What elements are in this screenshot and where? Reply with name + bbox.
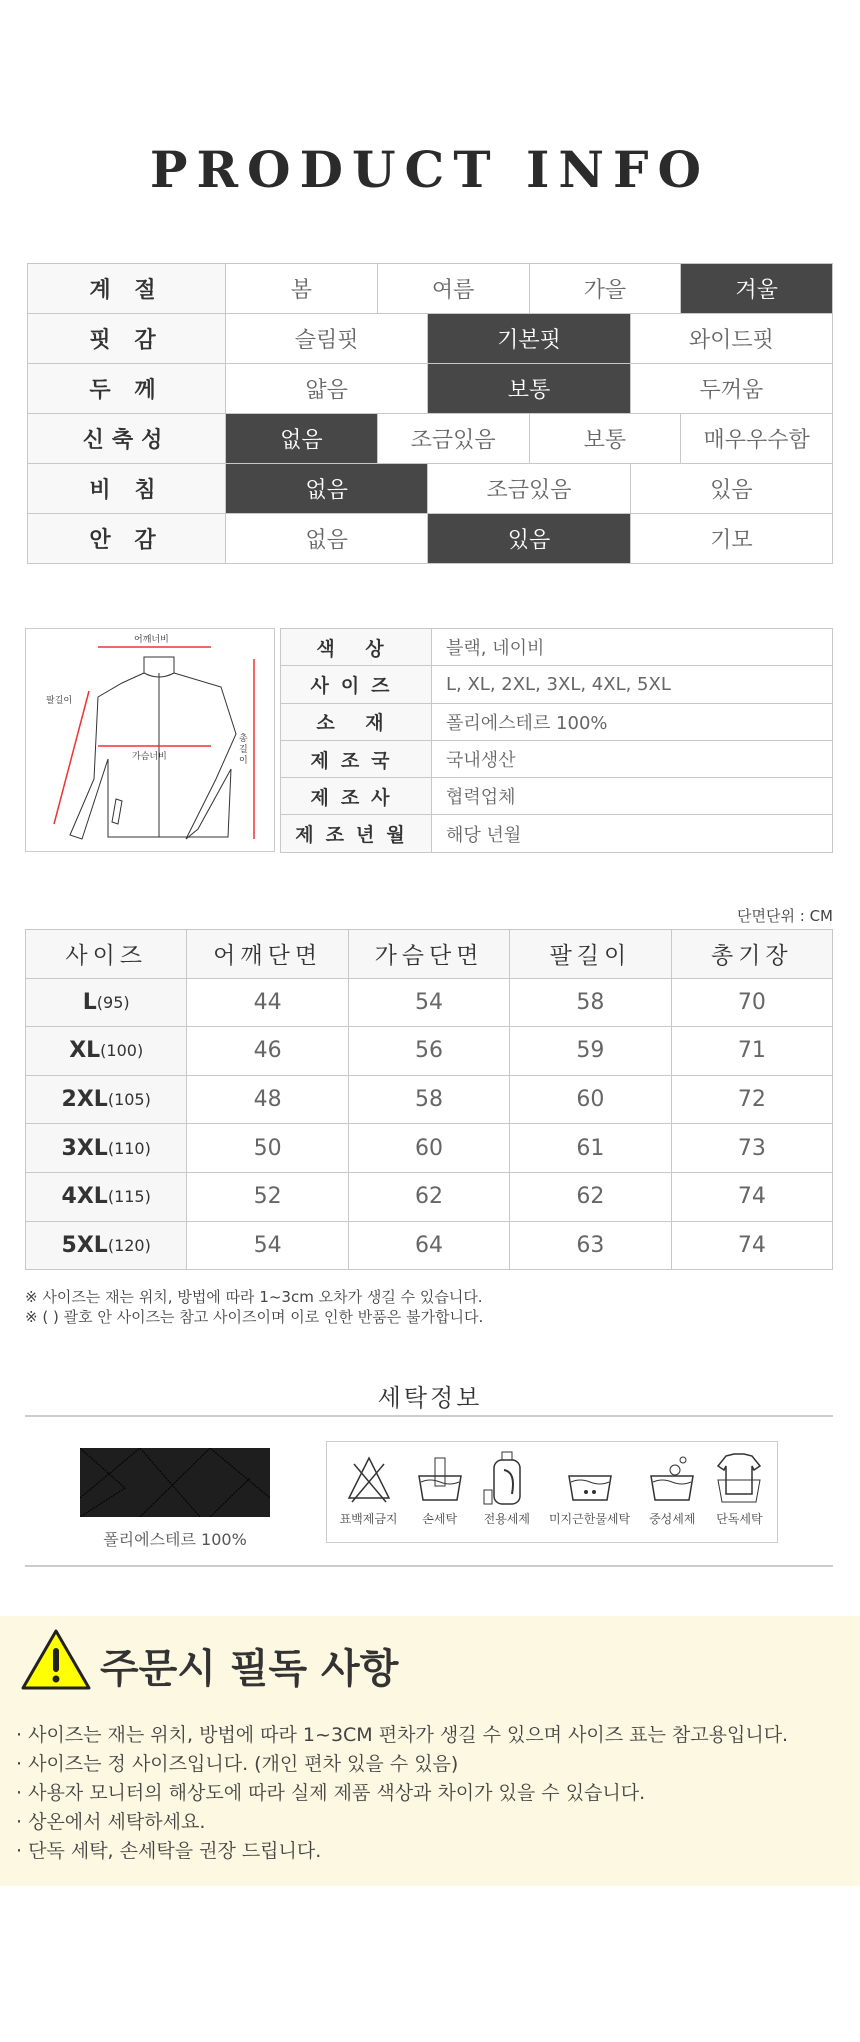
notice-title: 주문시 필독 사항 — [100, 1646, 399, 1692]
size-number: (100) — [100, 1041, 144, 1061]
attribute-option: 슬림핏 — [226, 314, 428, 364]
care-item — [482, 1450, 532, 1542]
size-header: 어깨단면 — [187, 930, 348, 979]
hand-wash-icon — [415, 1450, 465, 1506]
size-name — [26, 1076, 187, 1125]
care-label: 중성세제 — [649, 1512, 696, 1526]
attribute-option: 와이드핏 — [631, 314, 833, 364]
size-value: 59 — [510, 1027, 671, 1076]
attribute-label: 신축성 — [28, 414, 226, 464]
care-label: 미지근한물세탁 — [548, 1512, 631, 1526]
care-item — [415, 1450, 465, 1542]
attribute-row — [28, 264, 833, 314]
attribute-option: 조금있음 — [428, 464, 630, 514]
size-row — [26, 1124, 833, 1173]
attribute-option: 매우우수함 — [681, 414, 833, 464]
spec-value: 폴리에스테르 100% — [432, 704, 833, 741]
attribute-option: 없음 — [226, 514, 428, 564]
notice-text: 사이즈는 정 사이즈입니다. (개인 편차 있을 수 있음) — [28, 1753, 459, 1775]
care-label: 전용세제 — [483, 1512, 530, 1526]
care-item — [549, 1450, 630, 1542]
size-number: (95) — [96, 992, 130, 1012]
spec-value: 국내생산 — [432, 741, 833, 778]
spec-label: 사이즈 — [281, 666, 432, 703]
spec-label: 제조사 — [281, 778, 432, 815]
attribute-row — [28, 364, 833, 414]
attribute-label: 핏 감 — [28, 314, 226, 364]
size-row — [26, 1173, 833, 1222]
no-bleach-icon — [344, 1450, 394, 1506]
attribute-option: 얇음 — [226, 364, 428, 414]
diagram-label-shoulder: 어깨너비 — [134, 635, 169, 645]
bullet-dot: · — [16, 1724, 29, 1746]
size-value: 62 — [349, 1173, 510, 1222]
size-header: 사이즈 — [26, 930, 187, 979]
attribute-option: 보통 — [530, 414, 682, 464]
size-label: 3XL — [61, 1135, 108, 1161]
warning-icon — [20, 1628, 92, 1692]
spec-row — [281, 704, 833, 741]
size-value: 58 — [349, 1076, 510, 1125]
spec-table — [280, 628, 833, 853]
attribute-option-selected: 겨울 — [681, 264, 833, 314]
attribute-option: 기모 — [631, 514, 833, 564]
attribute-option: 있음 — [631, 464, 833, 514]
attribute-row — [28, 314, 833, 364]
size-name — [26, 979, 187, 1028]
size-value: 62 — [510, 1173, 671, 1222]
size-value: 72 — [672, 1076, 833, 1125]
care-icons — [326, 1441, 778, 1543]
notice-item — [16, 1720, 788, 1747]
size-name — [26, 1027, 187, 1076]
size-number: (115) — [107, 1187, 151, 1207]
size-header: 가슴단면 — [349, 930, 510, 979]
notice-item — [16, 1778, 645, 1805]
spec-label: 색 상 — [281, 629, 432, 666]
size-value: 58 — [510, 979, 671, 1028]
size-row — [26, 1027, 833, 1076]
spec-row — [281, 741, 833, 778]
lukewarm-wash-icon — [565, 1450, 615, 1506]
size-header-row — [26, 930, 833, 979]
attribute-option-selected: 없음 — [226, 414, 378, 464]
size-row — [26, 1076, 833, 1125]
spec-row — [281, 815, 833, 852]
size-value: 54 — [349, 979, 510, 1028]
size-value: 64 — [349, 1222, 510, 1271]
spec-value: 블랙, 네이비 — [432, 629, 833, 666]
attribute-option: 봄 — [226, 264, 378, 314]
size-number: (120) — [107, 1235, 151, 1255]
size-name — [26, 1222, 187, 1271]
size-label: 5XL — [61, 1232, 108, 1258]
spec-label: 제조국 — [281, 741, 432, 778]
bullet-dot: · — [16, 1840, 29, 1862]
size-label: XL — [69, 1038, 101, 1064]
attribute-row — [28, 514, 833, 564]
divider — [25, 1565, 833, 1567]
size-value: 52 — [187, 1173, 348, 1222]
size-value: 74 — [672, 1173, 833, 1222]
care-label: 손세탁 — [422, 1512, 458, 1526]
notice-item — [16, 1749, 458, 1776]
size-diagram — [25, 628, 275, 852]
attribute-option-selected: 없음 — [226, 464, 428, 514]
size-value: 54 — [187, 1222, 348, 1271]
diagram-label-length: 총길이 — [239, 734, 248, 766]
spec-row — [281, 666, 833, 703]
diagram-label-sleeve: 팔길이 — [46, 696, 73, 706]
spec-row — [281, 629, 833, 666]
size-note: ※ 사이즈는 재는 위치, 방법에 따라 1~3cm 오차가 생길 수 있습니다. — [25, 1288, 483, 1306]
notice-item — [16, 1807, 205, 1834]
attribute-option-selected: 있음 — [428, 514, 630, 564]
size-label: 2XL — [61, 1087, 108, 1113]
size-value: 74 — [672, 1222, 833, 1271]
care-label: 표백제금지 — [339, 1512, 398, 1526]
attribute-row — [28, 464, 833, 514]
care-item — [647, 1450, 697, 1542]
size-value: 56 — [349, 1027, 510, 1076]
notice-text: 단독 세탁, 손세탁을 권장 드립니다. — [28, 1840, 322, 1862]
bullet-dot: · — [16, 1782, 29, 1804]
size-value: 73 — [672, 1124, 833, 1173]
size-value: 71 — [672, 1027, 833, 1076]
attribute-label: 계 절 — [28, 264, 226, 314]
care-item — [340, 1450, 398, 1542]
size-value: 70 — [672, 979, 833, 1028]
size-value: 60 — [349, 1124, 510, 1173]
attribute-option-selected: 보통 — [428, 364, 630, 414]
bullet-dot: · — [16, 1753, 29, 1775]
neutral-detergent-icon — [647, 1450, 697, 1506]
page-title: PRODUCT INFO — [149, 140, 711, 199]
size-value: 60 — [510, 1076, 671, 1125]
size-label: 4XL — [61, 1184, 108, 1210]
size-name — [26, 1173, 187, 1222]
size-number: (110) — [107, 1138, 151, 1158]
attribute-option: 여름 — [378, 264, 530, 314]
size-value: 63 — [510, 1222, 671, 1271]
size-row — [26, 1222, 833, 1271]
attribute-label: 두 께 — [28, 364, 226, 414]
diagram-label-chest: 가슴너비 — [132, 752, 167, 762]
spec-value: L, XL, 2XL, 3XL, 4XL, 5XL — [432, 666, 833, 703]
detergent-bottle-icon — [482, 1450, 532, 1506]
size-value: 50 — [187, 1124, 348, 1173]
jacket-diagram-icon — [26, 629, 274, 851]
fabric-swatch — [80, 1448, 270, 1517]
attribute-option: 조금있음 — [378, 414, 530, 464]
size-value: 61 — [510, 1124, 671, 1173]
size-name — [26, 1124, 187, 1173]
attribute-label: 안 감 — [28, 514, 226, 564]
care-label: 단독세탁 — [716, 1512, 763, 1526]
washing-title: 세탁정보 — [377, 1384, 483, 1412]
spec-label: 소 재 — [281, 704, 432, 741]
attribute-option: 가을 — [530, 264, 682, 314]
spec-label: 제조년월 — [281, 815, 432, 852]
attribute-label: 비 침 — [28, 464, 226, 514]
size-value: 48 — [187, 1076, 348, 1125]
size-table — [25, 929, 833, 1270]
quilt-pattern-icon — [80, 1448, 270, 1517]
fabric-caption: 폴리에스테르 100% — [103, 1530, 247, 1549]
notice-text: 사이즈는 재는 위치, 방법에 따라 1~3CM 편차가 생길 수 있으며 사이즈 표는 참고용입니다. — [28, 1724, 789, 1746]
size-label: L — [82, 989, 97, 1015]
unit-label: 단면단위 : CM — [737, 907, 833, 925]
size-note: ※ ( ) 괄호 안 사이즈는 참고 사이즈이며 이로 인한 반품은 불가합니다. — [25, 1308, 484, 1326]
divider — [25, 1415, 833, 1417]
size-value: 44 — [187, 979, 348, 1028]
size-value: 46 — [187, 1027, 348, 1076]
bullet-dot: · — [16, 1811, 29, 1833]
attribute-table — [27, 263, 833, 564]
attribute-option: 두꺼움 — [631, 364, 833, 414]
size-header: 팔길이 — [510, 930, 671, 979]
attribute-option-selected: 기본핏 — [428, 314, 630, 364]
notice-text: 상온에서 세탁하세요. — [28, 1811, 206, 1833]
size-header: 총기장 — [672, 930, 833, 979]
spec-value: 협력업체 — [432, 778, 833, 815]
separate-wash-icon — [714, 1450, 764, 1506]
size-row — [26, 979, 833, 1028]
size-number: (105) — [107, 1090, 151, 1110]
spec-value: 해당 년월 — [432, 815, 833, 852]
spec-row — [281, 778, 833, 815]
attribute-row — [28, 414, 833, 464]
notice-item — [16, 1836, 321, 1863]
notice-text: 사용자 모니터의 해상도에 따라 실제 제품 색상과 차이가 있을 수 있습니다. — [28, 1782, 646, 1804]
care-item — [714, 1450, 764, 1542]
